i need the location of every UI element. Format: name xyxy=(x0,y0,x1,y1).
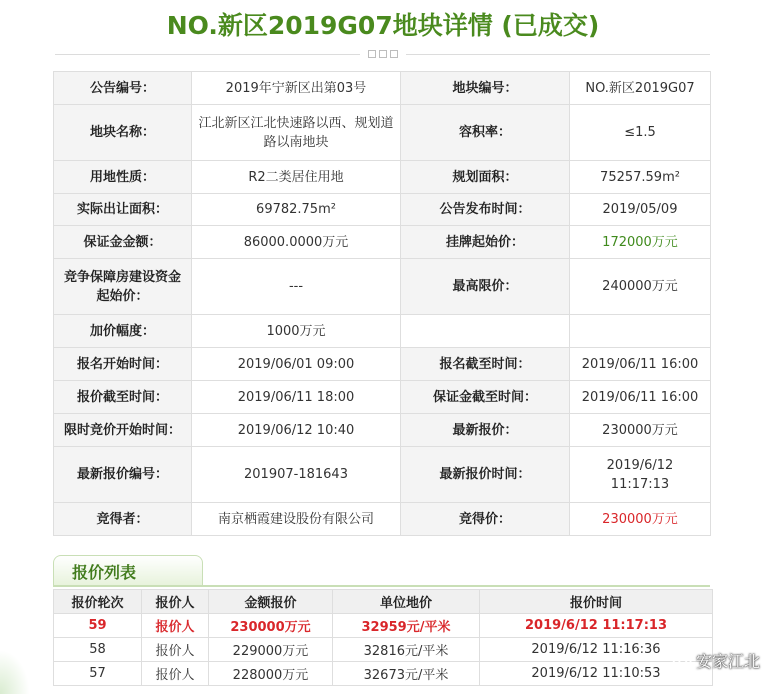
table-row xyxy=(54,614,713,638)
latest-quote-label: 最新报价： xyxy=(401,414,570,447)
leaf-decoration xyxy=(0,650,30,694)
deposit-deadline-label: 保证金截至时间： xyxy=(401,381,570,414)
header-unit-price: 单位地价 xyxy=(333,590,480,614)
detail-row xyxy=(54,72,711,105)
max-price-label: 最高限价： xyxy=(401,259,570,315)
bid-time: 2019/6/12 11:10:53 xyxy=(480,662,713,686)
empty-cell xyxy=(570,315,711,348)
table-row xyxy=(54,638,713,662)
deposit-value: 86000.0000万元 xyxy=(192,226,401,259)
announcement-no-label: 公告编号： xyxy=(54,72,192,105)
detail-row xyxy=(54,105,711,161)
bid-list-table xyxy=(53,589,713,686)
land-use-value: R2二类居住用地 xyxy=(192,161,401,194)
latest-quote-clock: 11:17:13 xyxy=(610,476,670,492)
bid-list-tabs xyxy=(53,555,710,587)
listing-start-price-value: 172000万元 xyxy=(570,226,711,259)
planned-area-value: 75257.59m² xyxy=(570,161,711,194)
bid-round: 59 xyxy=(54,614,142,638)
detail-row xyxy=(54,381,711,414)
empty-cell xyxy=(401,315,570,348)
latest-quote-time-label: 最新报价时间： xyxy=(401,447,570,503)
deposit-deadline-value: 2019/06/11 16:00 xyxy=(570,381,711,414)
quote-deadline-value: 2019/06/11 18:00 xyxy=(192,381,401,414)
latest-quote-date: 2019/6/12 xyxy=(606,457,674,473)
bid-bidder: 报价人 xyxy=(142,614,209,638)
detail-row xyxy=(54,447,711,503)
quote-deadline-label: 报价截至时间： xyxy=(54,381,192,414)
latest-quote-no-label: 最新报价编号： xyxy=(54,447,192,503)
registration-start-value: 2019/06/01 09:00 xyxy=(192,348,401,381)
housing-fund-start-price-label: 竞争保障房建设资金起始价： xyxy=(54,259,192,315)
wechat-logo-icon xyxy=(672,652,692,670)
timed-bidding-start-value: 2019/06/12 10:40 xyxy=(192,414,401,447)
publish-date-value: 2019/05/09 xyxy=(570,194,711,226)
parcel-name-label: 地块名称： xyxy=(54,105,192,161)
listing-start-price-label: 挂牌起始价： xyxy=(401,226,570,259)
land-use-label: 用地性质： xyxy=(54,161,192,194)
bid-unit-price: 32959元/平米 xyxy=(333,614,480,638)
detail-row xyxy=(54,194,711,226)
header-round: 报价轮次 xyxy=(54,590,142,614)
bid-time: 2019/6/12 11:17:13 xyxy=(480,614,713,638)
page-title: NO.新区2019G07地块详情 (已成交) xyxy=(166,11,600,40)
bid-unit-price: 32816元/平米 xyxy=(333,638,480,662)
bid-header-row xyxy=(54,590,713,614)
latest-quote-value: 230000万元 xyxy=(570,414,711,447)
bid-round: 57 xyxy=(54,662,142,686)
detail-row xyxy=(54,315,711,348)
bid-time: 2019/6/12 11:16:36 xyxy=(480,638,713,662)
bid-round: 58 xyxy=(54,638,142,662)
registration-end-label: 报名截至时间： xyxy=(401,348,570,381)
plot-ratio-label: 容积率： xyxy=(401,105,570,161)
detail-row xyxy=(54,161,711,194)
deposit-label: 保证金金额： xyxy=(54,226,192,259)
parcel-name-value: 江北新区江北快速路以西、规划道路以南地块 xyxy=(192,105,401,161)
winner-value: 南京栖霞建设股份有限公司 xyxy=(192,503,401,536)
plot-ratio-value: ≤1.5 xyxy=(570,105,711,161)
detail-row xyxy=(54,414,711,447)
header-amount: 金额报价 xyxy=(209,590,333,614)
parcel-no-value: NO.新区2019G07 xyxy=(570,72,711,105)
actual-area-value: 69782.75m² xyxy=(192,194,401,226)
parcel-no-label: 地块编号： xyxy=(401,72,570,105)
housing-fund-start-price-value: --- xyxy=(192,259,401,315)
bid-amount: 229000万元 xyxy=(209,638,333,662)
actual-area-label: 实际出让面积： xyxy=(54,194,192,226)
bid-amount: 230000万元 xyxy=(209,614,333,638)
planned-area-label: 规划面积： xyxy=(401,161,570,194)
winning-price-label: 竞得价： xyxy=(401,503,570,536)
announcement-no-value: 2019年宁新区出第03号 xyxy=(192,72,401,105)
winning-price-value: 230000万元 xyxy=(570,503,711,536)
divider-ornament xyxy=(360,48,406,60)
bid-amount: 228000万元 xyxy=(209,662,333,686)
land-detail-table xyxy=(53,71,711,536)
publish-date-label: 公告发布时间： xyxy=(401,194,570,226)
registration-end-value: 2019/06/11 16:00 xyxy=(570,348,711,381)
increment-value: 1000万元 xyxy=(192,315,401,348)
latest-quote-time-value xyxy=(570,447,711,503)
tab-underline xyxy=(53,585,710,587)
table-row xyxy=(54,662,713,686)
timed-bidding-start-label: 限时竞价开始时间： xyxy=(54,414,192,447)
latest-quote-no-value: 201907-181643 xyxy=(192,447,401,503)
watermark xyxy=(672,649,760,672)
detail-row xyxy=(54,503,711,536)
detail-row xyxy=(54,259,711,315)
watermark-text: 安家江北 xyxy=(695,652,760,671)
detail-row xyxy=(54,226,711,259)
header-time: 报价时间 xyxy=(480,590,713,614)
bid-bidder: 报价人 xyxy=(142,662,209,686)
max-price-value: 240000万元 xyxy=(570,259,711,315)
bid-unit-price: 32673元/平米 xyxy=(333,662,480,686)
tab-bid-list[interactable]: 报价列表 xyxy=(53,555,203,587)
header-bidder: 报价人 xyxy=(142,590,209,614)
bid-bidder: 报价人 xyxy=(142,638,209,662)
registration-start-label: 报名开始时间： xyxy=(54,348,192,381)
winner-label: 竞得者： xyxy=(54,503,192,536)
increment-label: 加价幅度： xyxy=(54,315,192,348)
detail-row xyxy=(54,348,711,381)
